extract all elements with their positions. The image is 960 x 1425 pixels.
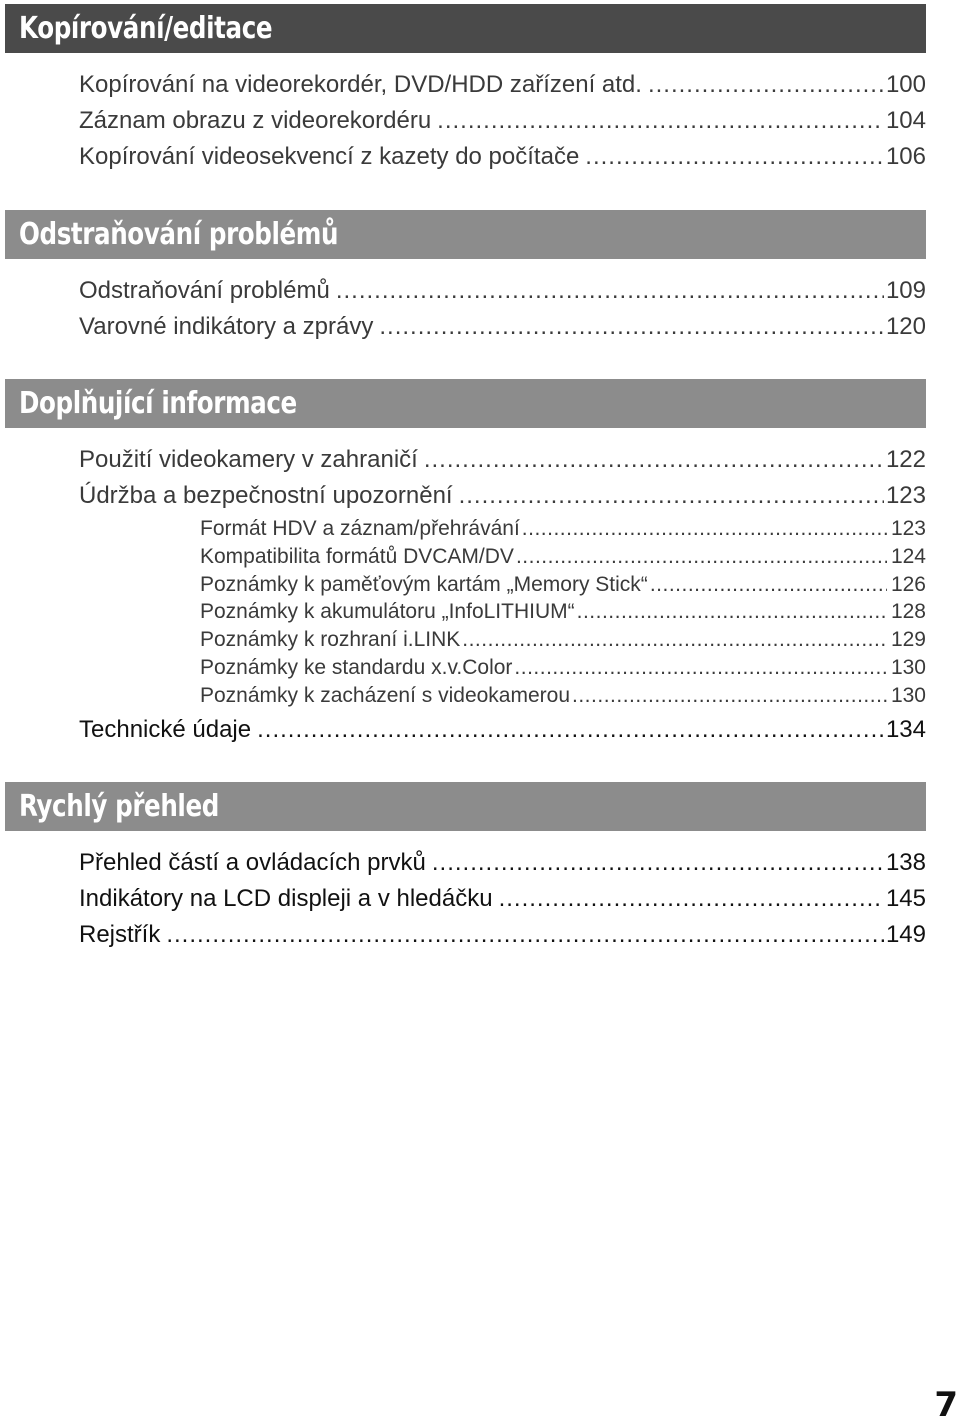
dot-leader xyxy=(379,312,884,342)
toc-entry-page: 149 xyxy=(885,921,926,948)
toc-entry-title: Použití videokamery v zahraničí xyxy=(79,446,418,473)
toc-entry[interactable] xyxy=(79,715,926,745)
toc-subentry-page: 130 xyxy=(890,684,926,707)
toc-subentry[interactable] xyxy=(200,544,926,570)
dot-leader xyxy=(585,142,884,172)
toc-entry[interactable] xyxy=(79,848,926,878)
toc-subentry[interactable] xyxy=(200,627,926,653)
page-number: 7 xyxy=(934,1385,958,1425)
toc-entry-page: 134 xyxy=(885,716,926,743)
section-heading: Rychlý přehled xyxy=(19,789,219,824)
toc-entry-title: Technické údaje xyxy=(79,716,252,743)
toc-entry[interactable] xyxy=(79,142,926,172)
toc-subentry-page: 129 xyxy=(890,628,926,651)
toc-subentry[interactable] xyxy=(200,516,926,542)
toc-entry-title: Rejstřík xyxy=(79,921,161,948)
toc-entry[interactable] xyxy=(79,481,926,511)
toc-subentry-title: Kompatibilita formátů DVCAM/DV xyxy=(200,545,514,568)
toc-entry-title: Přehled částí a ovládacích prvků xyxy=(79,849,426,876)
section-heading: Kopírování/editace xyxy=(19,11,273,46)
toc-entry-page: 123 xyxy=(885,482,926,509)
toc-entry-page: 122 xyxy=(885,446,926,473)
dot-leader xyxy=(514,655,887,681)
toc-subentry-page: 124 xyxy=(890,545,926,568)
toc-entry-title: Kopírování videosekvencí z kazety do počítače xyxy=(79,143,580,170)
toc-entry[interactable] xyxy=(79,70,926,100)
toc-entry-page: 120 xyxy=(885,313,926,340)
toc-subentry-title: Formát HDV a záznam/přehrávání xyxy=(200,517,520,540)
toc-entry-page: 106 xyxy=(885,143,926,170)
section-heading: Doplňující informace xyxy=(19,386,297,421)
dot-leader xyxy=(336,276,884,306)
toc-entry[interactable] xyxy=(79,106,926,136)
toc-entry-page: 104 xyxy=(885,107,926,134)
toc-entry-title: Odstraňování problémů xyxy=(79,277,330,304)
dot-leader xyxy=(424,445,884,475)
toc-entry[interactable] xyxy=(79,920,926,950)
toc-subentry[interactable] xyxy=(200,683,926,709)
toc-entry[interactable] xyxy=(79,445,926,475)
toc-subentry-title: Poznámky k zacházení s videokamerou xyxy=(200,684,571,707)
toc-entry-title: Indikátory na LCD displeji a v hledáčku xyxy=(79,885,493,912)
toc-entry-page: 109 xyxy=(885,277,926,304)
toc-subentry-title: Poznámky ke standardu x.v.Color xyxy=(200,656,513,679)
toc-subentry-page: 128 xyxy=(890,600,926,623)
dot-leader xyxy=(499,884,884,914)
toc-subentry[interactable] xyxy=(200,599,926,625)
toc-subentry-page: 126 xyxy=(890,573,926,596)
dot-leader xyxy=(462,627,887,653)
dot-leader xyxy=(432,848,884,878)
toc-entry-page: 138 xyxy=(885,849,926,876)
dot-leader xyxy=(257,715,884,745)
toc-entry[interactable] xyxy=(79,276,926,306)
toc-subentry-page: 123 xyxy=(890,517,926,540)
toc-entry[interactable] xyxy=(79,312,926,342)
dot-leader xyxy=(437,106,884,136)
dot-leader xyxy=(516,544,887,570)
section-header-troubleshooting xyxy=(5,210,926,259)
dot-leader xyxy=(166,920,884,950)
dot-leader xyxy=(459,481,884,511)
section-heading: Odstraňování problémů xyxy=(19,217,339,252)
toc-subentry[interactable] xyxy=(200,655,926,681)
toc-entry-title: Kopírování na videorekordér, DVD/HDD zařízení atd. xyxy=(79,71,642,98)
toc-subentry-title: Poznámky k rozhraní i.LINK xyxy=(200,628,461,651)
toc-subentry-page: 130 xyxy=(890,656,926,679)
toc-entry-title: Údržba a bezpečnostní upozornění xyxy=(79,482,453,509)
dot-leader xyxy=(577,599,887,625)
toc-entry-title: Varovné indikátory a zprávy xyxy=(79,313,374,340)
toc-entry-page: 145 xyxy=(885,885,926,912)
dot-leader xyxy=(650,572,887,598)
dot-leader xyxy=(522,516,887,542)
toc-entry-title: Záznam obrazu z videorekordéru xyxy=(79,107,432,134)
section-header-copy-edit xyxy=(5,4,926,53)
toc-subentry-title: Poznámky k akumulátoru „InfoLITHIUM“ xyxy=(200,600,575,623)
toc-entry-page: 100 xyxy=(885,71,926,98)
toc-subentry-title: Poznámky k paměťovým kartám „Memory Stick“ xyxy=(200,573,648,596)
dot-leader xyxy=(572,683,887,709)
toc-subentry[interactable] xyxy=(200,572,926,598)
section-header-additional-info xyxy=(5,379,926,428)
toc-entry[interactable] xyxy=(79,884,926,914)
dot-leader xyxy=(648,70,884,100)
section-header-quick-reference xyxy=(5,782,926,831)
